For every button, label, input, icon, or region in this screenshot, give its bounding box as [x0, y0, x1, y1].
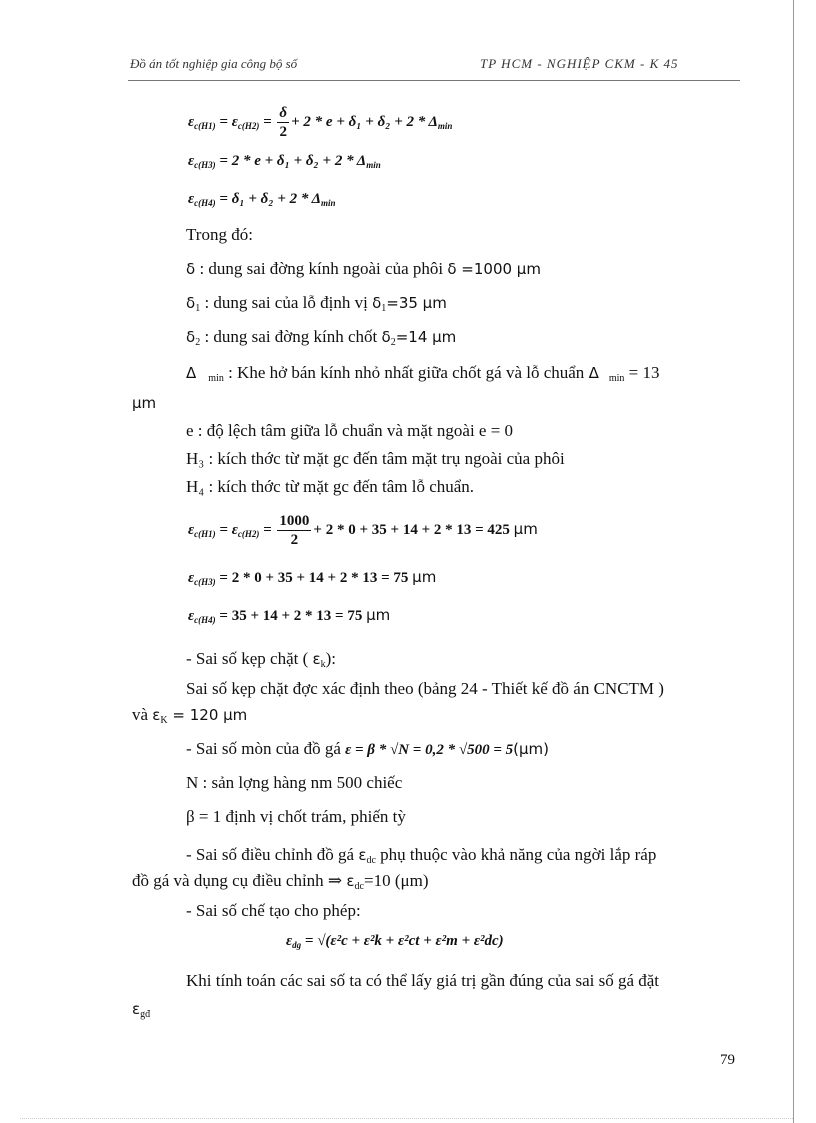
trong-do-label: Trong đó: [186, 225, 253, 244]
kep-chat-line2: và εK = 120 μm [132, 705, 248, 726]
equation-1: $\varepsilon_{c(H1)} = \varepsilon_{c(H2)}$ = $\frac{\delta}{2}$ + $2 * e + \delta_1 + \delta_2 + 2 * \Delta_{min}$ [188, 105, 453, 140]
adjust-error-line2: đồ gá và dụng cụ điều chỉnh ⇒ εdc=10 (μm) [132, 871, 429, 892]
beta-line: β = 1 định vị chốt trám, phiến tỳ [186, 807, 406, 826]
adjust-error-line1: - Sai số điều chỉnh đồ gá εdc phụ thuộc vào khả năng của ngời lắp ráp [186, 845, 657, 866]
delta-definition: δ : dung sai đờng kính ngoài của phôi δ =1000 μm [186, 259, 541, 278]
h4-definition: H₄ : kích thớc từ mặt gc đến tâm lỗ chuẩn. [186, 477, 475, 496]
approx-line: Khi tính toán các sai số ta có thể lấy giá trị gần đúng của sai số gá đặt [186, 971, 660, 990]
delta-min-definition: Δ min : Khe hở bán kính nhỏ nhất giữa chốt gá và lỗ chuẩn Δ min = 13 [186, 363, 660, 384]
equation-manufacturing: $\varepsilon_{dg} = √(\varepsilon^2c + \varepsilon^2k + \varepsilon^2ct + \varepsilon^2m + \varepsilon^2dc)$ [286, 933, 504, 950]
page-header [130, 56, 740, 76]
wear-error-line: - Sai số mòn của đồ gá ε = β * √N = 0,2 * √500 = 5(μm) [186, 739, 549, 758]
page-number: 79 [720, 1052, 735, 1068]
header-right: TP HCM - NGHIỆP CKM - K 45 [480, 56, 679, 71]
delta-min-unit: μm [132, 394, 157, 412]
equation-3: $\varepsilon_{c(H4)} = \delta_1 + \delta_2 + 2 * \Delta_{min}$ [188, 191, 336, 208]
equation-5: $\varepsilon_{c(H3)} = 2 * 0 + 35 + 14 + 2 * 13 = 75$ μm [188, 568, 437, 587]
egd-symbol: εgđ [132, 1000, 151, 1020]
fraction: $\frac{1000}{2}$ [279, 513, 310, 548]
page-border-right [793, 0, 794, 1123]
h3-definition: H₃ : kích thớc từ mặt gc đến tâm mặt trụ ngoài của phôi [186, 449, 565, 468]
equation-6: $\varepsilon_{c(H4)} = 35 + 14 + 2 * 13 = 75$ μm [188, 606, 391, 625]
bottom-border [20, 1118, 793, 1119]
equation-2: $\varepsilon_{c(H3)} = 2 * e + \delta_1 + \delta_2 + 2 * \Delta_{min}$ [188, 153, 381, 170]
header-divider [128, 80, 740, 81]
header-left: Đồ án tốt nghiệp gia công bộ số [130, 56, 298, 71]
kep-chat-heading: - Sai số kẹp chặt ( εk): [186, 649, 337, 670]
e-definition: e : độ lệch tâm giữa lỗ chuẩn và mặt ngoài e = 0 [186, 421, 514, 440]
kep-chat-line1: Sai số kẹp chặt đợc xác định theo (bảng 24 - Thiết kế đồ án CNCTM ) [186, 679, 664, 698]
delta1-definition: δ1 : dung sai của lỗ định vị δ1=35 μm [186, 293, 447, 314]
fraction: $\frac{\delta}{2}$ [279, 105, 288, 140]
delta2-definition: δ2 : dung sai đờng kính chốt δ2=14 μm [186, 327, 457, 348]
output-line: N : sản lợng hàng nm 500 chiếc [186, 773, 403, 792]
equation-4: $\varepsilon_{c(H1)} = \varepsilon_{c(H2)}$ = $\frac{1000}{2}$ + 2 * 0 + 35 + 14 + 2 * 13 = 425 μm [188, 513, 538, 548]
manufacturing-error-heading: - Sai số chế tạo cho phép: [186, 901, 361, 920]
